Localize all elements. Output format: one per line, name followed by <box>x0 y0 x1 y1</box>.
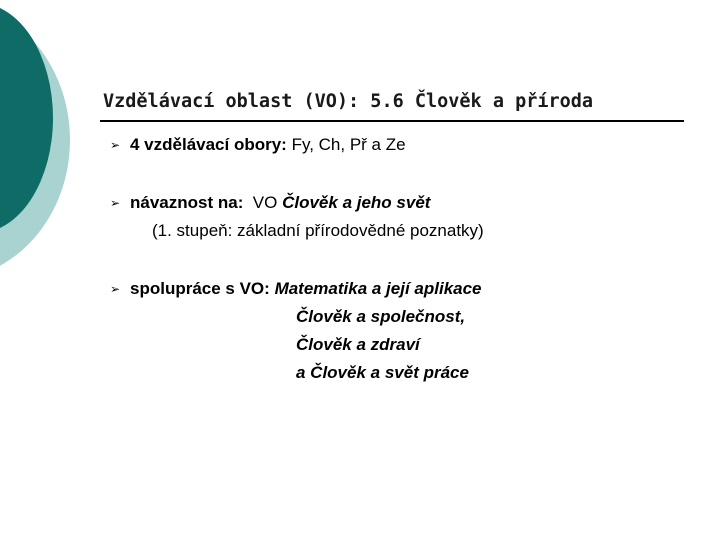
bullet-item-spoluprace <box>110 275 482 303</box>
bullet-lead: spolupráce s VO: <box>130 279 270 298</box>
bullet-subtext: (1. stupeň: základní přírodovědné poznatky) <box>152 221 484 240</box>
bullet-lead: návaznost na: <box>130 193 244 212</box>
bullet-emphasis: Člověk a jeho svět <box>282 193 431 212</box>
bullet-lead: 4 vzdělávací obory: <box>130 135 287 154</box>
bullet-text: VO <box>243 193 283 212</box>
bullet-item-obory <box>110 131 406 159</box>
bullet-item-navaznost <box>110 189 430 217</box>
slide-title: Vzdělávací oblast (VO): 5.6 Člověk a příroda <box>103 91 594 112</box>
decorative-circles <box>0 0 120 300</box>
bullet-text: Fy, Ch, Př a Ze <box>286 135 406 154</box>
bullet-continuation: Člověk a společnost, <box>296 307 466 326</box>
arrow-bullet-icon: ➢ <box>110 282 121 296</box>
arrow-bullet-icon: ➢ <box>110 138 121 152</box>
arrow-bullet-icon: ➢ <box>110 196 121 210</box>
title-underline <box>100 120 684 122</box>
bullet-emphasis: Matematika a její aplikace <box>274 279 482 298</box>
bullet-continuation: Člověk a zdraví <box>296 335 420 354</box>
bullet-continuation: a Člověk a svět práce <box>296 363 469 382</box>
